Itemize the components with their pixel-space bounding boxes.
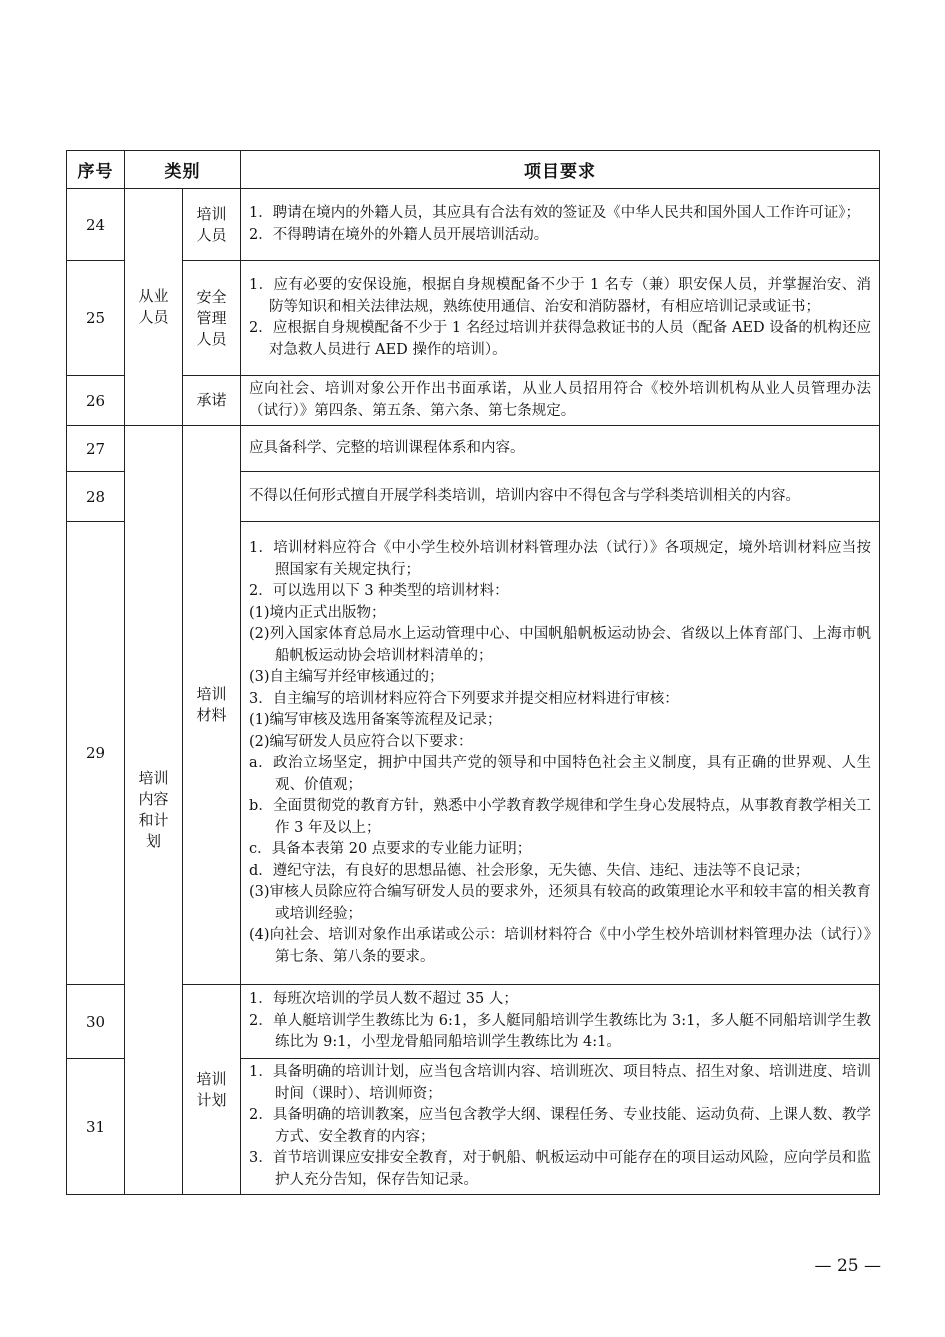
requirement-line: 1．具备明确的培训计划，应当包含培训内容、培训班次、项目特点、招生对象、培训进度、培训时间（课时）、培训师资； [249, 1064, 871, 1102]
header-category: 类别 [125, 151, 241, 189]
requirement-cell [241, 985, 880, 1059]
requirement-line: (1)编写审核及选用备案等流程及记录； [249, 712, 502, 728]
subcategory-materials: 培训材料 [183, 426, 241, 985]
requirement-cell [241, 189, 880, 261]
requirements-table [66, 150, 880, 1195]
requirement-line: 应具备科学、完整的培训课程体系和内容。 [249, 439, 525, 456]
subcategory-trainers: 培训人员 [183, 189, 241, 261]
row-number: 31 [67, 1059, 125, 1195]
requirement-line: 2．具备明确的培训教案，应当包含教学大纲、课程任务、专业技能、运动负荷、上课人数、教学方式、安全教育的内容； [249, 1107, 871, 1145]
requirement-cell [241, 472, 880, 522]
requirement-cell [241, 1059, 880, 1195]
requirement-line: (3)自主编写并经审核通过的； [249, 669, 444, 685]
page-number: — 25 — [814, 1256, 881, 1276]
requirement-cell [241, 261, 880, 376]
subcategory-plan: 培训计划 [183, 985, 241, 1195]
requirement-line: (4)向社会、培训对象作出承诺或公示：培训材料符合《中小学生校外培训材料管理办法（试行）》第七条、第八条的要求。 [249, 927, 871, 965]
header-requirement: 项目要求 [241, 151, 880, 189]
requirement-line: (2)编写研发人员应符合以下要求： [249, 733, 473, 750]
requirement-line: 1．应有必要的安保设施，根据自身规模配备不少于 1 名专（兼）职安保人员，并掌握治安、消防等知识和相关法律法规，熟练使用通信、治安和消防器材，有相应培训记录或证书； [249, 277, 871, 315]
requirement-line: 3．自主编写的培训材料应符合下列要求并提交相应材料进行审核： [249, 690, 679, 707]
requirement-line: 不得以任何形式擅自开展学科类培训，培训内容中不得包含与学科类培训相关的内容。 [249, 487, 800, 504]
requirement-cell [241, 522, 880, 985]
requirement-line: 2．应根据自身规模配备不少于 1 名经过培训并获得急救证书的人员（配备 AED 设备的机构还应对急救人员进行 AED 操作的培训）。 [249, 320, 871, 358]
subcategory-pledge: 承诺 [183, 376, 241, 426]
row-number: 29 [67, 522, 125, 985]
requirement-line: (3)审核人员除应符合编写研发人员的要求外，还须具有较高的政策理论水平和较丰富的相关教育或培训经验； [249, 884, 871, 922]
row-number: 30 [67, 985, 125, 1059]
table-row [67, 189, 880, 261]
category-staff: 从业人员 [125, 189, 183, 426]
requirement-line: 1．每班次培训的学员人数不超过 35 人； [249, 991, 518, 1008]
requirement-line: 2．单人艇培训学生教练比为 6:1，多人艇同船培训学生教练比为 3:1，多人艇不同船培训学生教练比为 9:1，小型龙骨船同船培训学生教练比为 4:1。 [249, 1012, 871, 1051]
requirement-line: (2)列入国家体育总局水上运动管理中心、中国帆船帆板运动协会、省级以上体育部门、上海市帆船帆板运动协会培训材料清单的； [249, 626, 871, 664]
row-number: 24 [67, 189, 125, 261]
category-content-plan: 培训内容和计划 [125, 426, 183, 1195]
header-seq: 序号 [67, 151, 125, 189]
requirement-line: 1．培训材料应符合《中小学生校外培训材料管理办法（试行）》各项规定，境外培训材料应当按照国家有关规定执行； [249, 540, 871, 578]
requirement-cell [241, 376, 880, 426]
row-number: 26 [67, 376, 125, 426]
requirement-line: d．遵纪守法，有良好的思想品德、社会形象，无失德、失信、违纪、违法等不良记录； [249, 862, 810, 879]
table-header-row [67, 151, 880, 189]
requirement-line: a．政治立场坚定，拥护中国共产党的领导和中国特色社会主义制度，具有正确的世界观、人生观、价值观； [249, 755, 871, 793]
table-row [67, 426, 880, 472]
table-row [67, 985, 880, 1059]
requirement-line: c．具备本表第 20 点要求的专业能力证明； [249, 841, 532, 857]
table-row [67, 376, 880, 426]
table-row [67, 261, 880, 376]
subcategory-security: 安全管理人员 [183, 261, 241, 376]
row-number: 27 [67, 426, 125, 472]
requirement-line: 3．首节培训课应安排安全教育，对于帆船、帆板运动中可能存在的项目运动风险，应向学员和监护人充分告知，保存告知记录。 [249, 1150, 871, 1188]
requirement-line: b．全面贯彻党的教育方针，熟悉中小学教育教学规律和学生身心发展特点，从事教育教学相关工作 3 年及以上； [249, 798, 871, 836]
row-number: 28 [67, 472, 125, 522]
requirement-line: 2．不得聘请在境外的外籍人员开展培训活动。 [249, 226, 549, 243]
requirement-line: 1．聘请在境内的外籍人员，其应具有合法有效的签证及《中华人民共和国外国人工作许可证》； [249, 205, 860, 221]
requirement-cell [241, 426, 880, 472]
requirement-line: (1)境内正式出版物； [249, 604, 386, 621]
requirement-line: 2．可以选用以下 3 种类型的培训材料： [249, 583, 509, 599]
row-number: 25 [67, 261, 125, 376]
requirement-line: 应向社会、培训对象公开作出书面承诺，从业人员招用符合《校外培训机构从业人员管理办法（试行）》第四条、第五条、第六条、第七条规定。 [249, 381, 871, 419]
